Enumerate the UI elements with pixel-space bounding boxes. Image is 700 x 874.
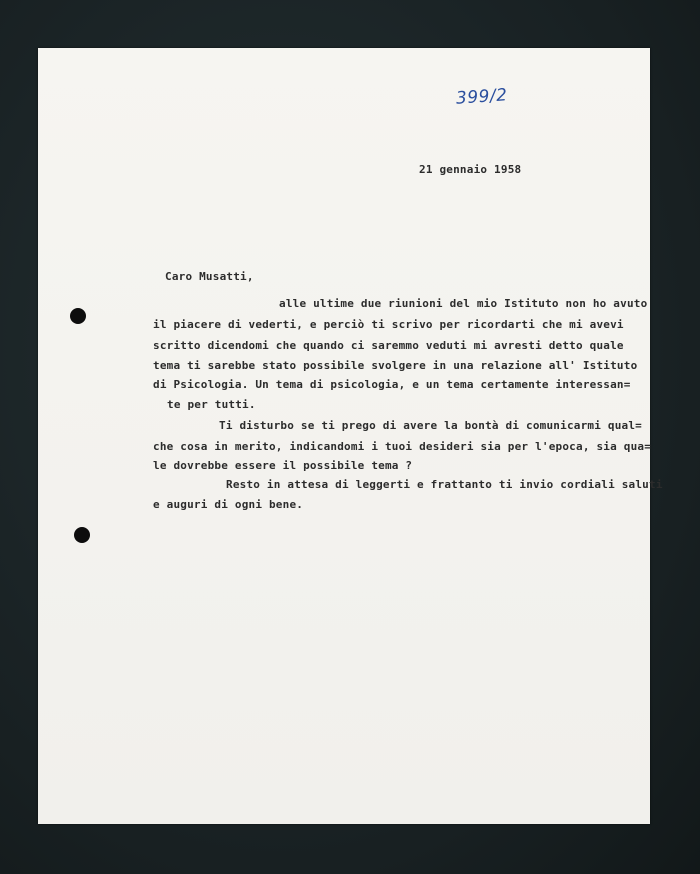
letter-date: 21 gennaio 1958 bbox=[419, 163, 522, 176]
body-line: le dovrebbe essere il possibile tema ? bbox=[153, 459, 413, 472]
body-line: Resto in attesa di leggerti e frattanto ti invio cordiali saluti bbox=[226, 478, 663, 491]
body-line: e auguri di ogni bene. bbox=[153, 498, 304, 511]
punch-hole-top bbox=[70, 308, 86, 324]
letter-page bbox=[38, 48, 650, 824]
body-line: te per tutti. bbox=[167, 398, 256, 411]
body-line: di Psicologia. Un tema di psicologia, e un tema certamente interessan= bbox=[153, 378, 631, 391]
punch-hole-bottom bbox=[74, 527, 90, 543]
handwritten-archive-number: 399/2 bbox=[455, 85, 509, 109]
body-line: tema ti sarebbe stato possibile svolgere in una relazione all' Istituto bbox=[153, 359, 638, 372]
letter-salutation: Caro Musatti, bbox=[165, 270, 254, 283]
body-line: Ti disturbo se ti prego di avere la bontà di comunicarmi qual= bbox=[219, 419, 642, 432]
body-line: alle ultime due riunioni del mio Istituto non ho avuto bbox=[279, 297, 648, 310]
body-line: che cosa in merito, indicandomi i tuoi desideri sia per l'epoca, sia qua= bbox=[153, 440, 652, 453]
body-line: il piacere di vederti, e perciò ti scrivo per ricordarti che mi avevi bbox=[153, 318, 624, 331]
body-line: scritto dicendomi che quando ci saremmo veduti mi avresti detto quale bbox=[153, 339, 624, 352]
